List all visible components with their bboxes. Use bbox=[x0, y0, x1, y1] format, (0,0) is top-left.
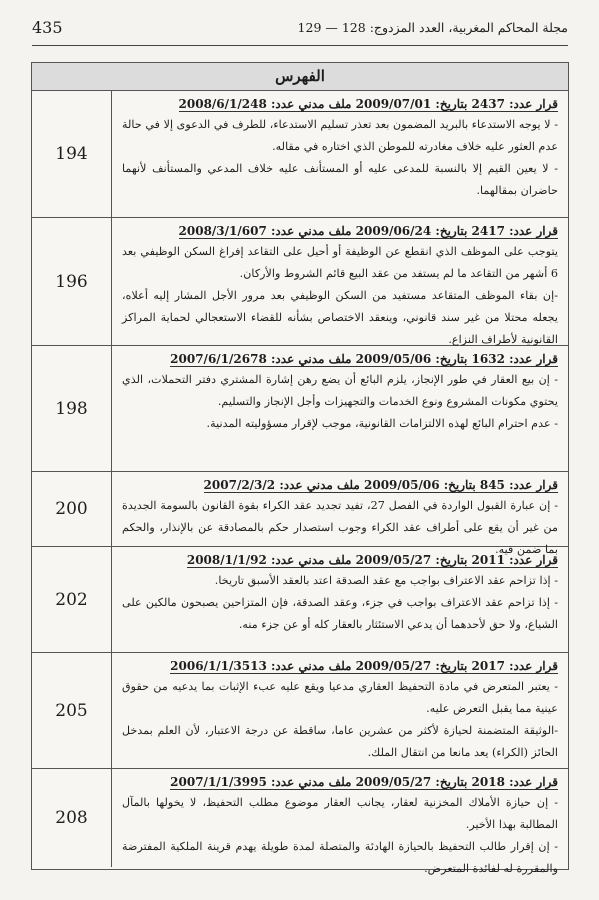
entry-content bbox=[112, 472, 568, 556]
index-entry bbox=[32, 91, 568, 218]
decision-heading: قرار عدد: 2017 بتاريخ: 2009/05/27 ملف مدني عدد: 2006/1/1/3513 bbox=[170, 659, 558, 673]
index-entry bbox=[32, 547, 568, 653]
legal-principle: -إن بقاء الموظف المتقاعد مستفيد من السكن الوظيفي بعد مرور الأجل المشار إليه أعلاه، يجعله محتلا من غير سند قانوني، وينعقد الاختصاص بشأنه للقضاء الاستعجالي لحماية المراكز القانونية لأطراف النزاع. bbox=[122, 289, 558, 346]
entry-page-number: 208 bbox=[32, 769, 112, 867]
index-title: الفهرس bbox=[32, 63, 568, 91]
legal-principle: - لا يوجه الاستدعاء بالبريد المضمون بعد تعذر تسليم الاستدعاء، للطرف في الدعوى إلا في حالة عدم العثور عليه خلاف مغادرته للموطن الذي اختاره في مقاله. bbox=[122, 118, 558, 153]
entry-page-number: 202 bbox=[32, 547, 112, 652]
entry-content bbox=[112, 769, 568, 875]
decision-heading: قرار عدد: 2417 بتاريخ: 2009/06/24 ملف مدني عدد: 2008/3/1/607 bbox=[178, 224, 558, 238]
entry-page-number: 200 bbox=[32, 472, 112, 546]
decision-heading: قرار عدد: 1632 بتاريخ: 2009/05/06 ملف مدني عدد: 2007/6/1/2678 bbox=[170, 352, 558, 366]
decision-heading: قرار عدد: 2018 بتاريخ: 2009/05/27 ملف مدني عدد: 2007/1/1/3995 bbox=[170, 775, 558, 789]
legal-principle: - إذا تزاحم عقد الاعتراف بواجب في جزء، وعقد الصدقة، فإن المتزاحين يصبحون مالكين على الشياع، ولا حق لأحدهما أن يدعي الاستئثار بالعقار كله أو عن جزء منه. bbox=[122, 596, 558, 631]
entry-content bbox=[112, 346, 568, 471]
entry-page-number: 196 bbox=[32, 218, 112, 345]
entry-content bbox=[112, 218, 568, 345]
entry-content bbox=[112, 91, 568, 217]
index-entry bbox=[32, 472, 568, 556]
legal-principle: يتوجب على الموظف الذي انقطع عن الوظيفة أو أحيل على التقاعد إفراغ السكن الوظيفي بعد 6 أشهر من التقاعد ما لم يستفد من عقد البيع قائم الشروط والأركان. bbox=[122, 245, 558, 280]
entry-content bbox=[112, 547, 568, 652]
entry-content bbox=[112, 653, 568, 768]
decision-heading: قرار عدد: 2011 بتاريخ: 2009/05/27 ملف مدني عدد: 2008/1/1/92 bbox=[186, 553, 558, 567]
entry-page-number: 198 bbox=[32, 346, 112, 471]
entry-page-number: 205 bbox=[32, 653, 112, 768]
page-header bbox=[32, 12, 568, 46]
legal-principle: - إن عبارة القبول الواردة في الفصل 27، تفيد تجديد عقد الكراء بقوة القانون بالسومة الجديدة من غير أن يقع على أطراف عقد الكراء وجوب استصدار حكم بالمصادقة عن بالإنذار، والحكم بما ضمن فيه. bbox=[122, 499, 558, 556]
legal-principle: - يعتبر المتعرض في مادة التحفيظ العقاري مدعيا ويقع عليه عبء الإثبات بما يدعيه من حقوق عينية مما يقبل التعرض عليه. bbox=[122, 680, 558, 715]
index-table bbox=[31, 62, 569, 875]
legal-principle: - إن بيع العقار في طور الإنجاز، يلزم البائع أن يضع رهن إشارة المشتري دفتر التحملات، الذي يحتوي مكونات المشروع ونوع الخدمات والتجهيزات وأجل الإنجاز والتسليم. bbox=[122, 373, 558, 408]
decision-heading: قرار عدد: 845 بتاريخ: 2009/05/06 ملف مدني عدد: 2007/2/3/2 bbox=[203, 478, 558, 492]
index-entry bbox=[32, 653, 568, 769]
legal-principle: - إذا تزاحم عقد الاعتراف بواجب مع عقد الصدقة اعتد بالعقد الأسبق تاريخا. bbox=[214, 574, 558, 587]
decision-heading: قرار عدد: 2437 بتاريخ: 2009/07/01 ملف مدني عدد: 2008/6/1/248 bbox=[178, 97, 558, 111]
entry-page-number: 194 bbox=[32, 91, 112, 217]
index-entry bbox=[32, 346, 568, 472]
legal-principle: - لا يعين القيم إلا بالنسبة للمدعى عليه أو المستأنف عليه خلاف المدعي والمستأنف لأنهما حاضران بمقالهما. bbox=[122, 162, 558, 197]
legal-principle: - إن حيازة الأملاك المخزنية لعقار، يجانب العقار موضوع مطلب التحفيظ، لا يخولها بالمآل المطالبة بهذا الأخير. bbox=[122, 796, 558, 831]
journal-title: مجلة المحاكم المغربية، العدد المزدوج: 128 — 129 bbox=[297, 20, 568, 35]
legal-principle: - عدم احترام البائع لهذه الالتزامات القانونية، موجب لإقرار مسؤوليته المدنية. bbox=[206, 417, 558, 430]
index-entry bbox=[32, 769, 568, 875]
index-entry bbox=[32, 218, 568, 346]
legal-principle: - إن إقرار طالب التحفيظ بالحيازة الهادئة والمتصلة لمدة طويلة يهدم قرينة الملكية المفترضة والمقررة له لفائدة المتعرض. bbox=[122, 840, 558, 875]
page-number: 435 bbox=[32, 18, 63, 37]
legal-principle: -الوثيقة المتضمنة لحيازة لأكثر من عشرين عاما، ساقطة عن درجة الاعتبار، لأن العلم بمدخل الحائز (الكراء) يعد مانعا من انتقال الملك. bbox=[122, 724, 558, 759]
